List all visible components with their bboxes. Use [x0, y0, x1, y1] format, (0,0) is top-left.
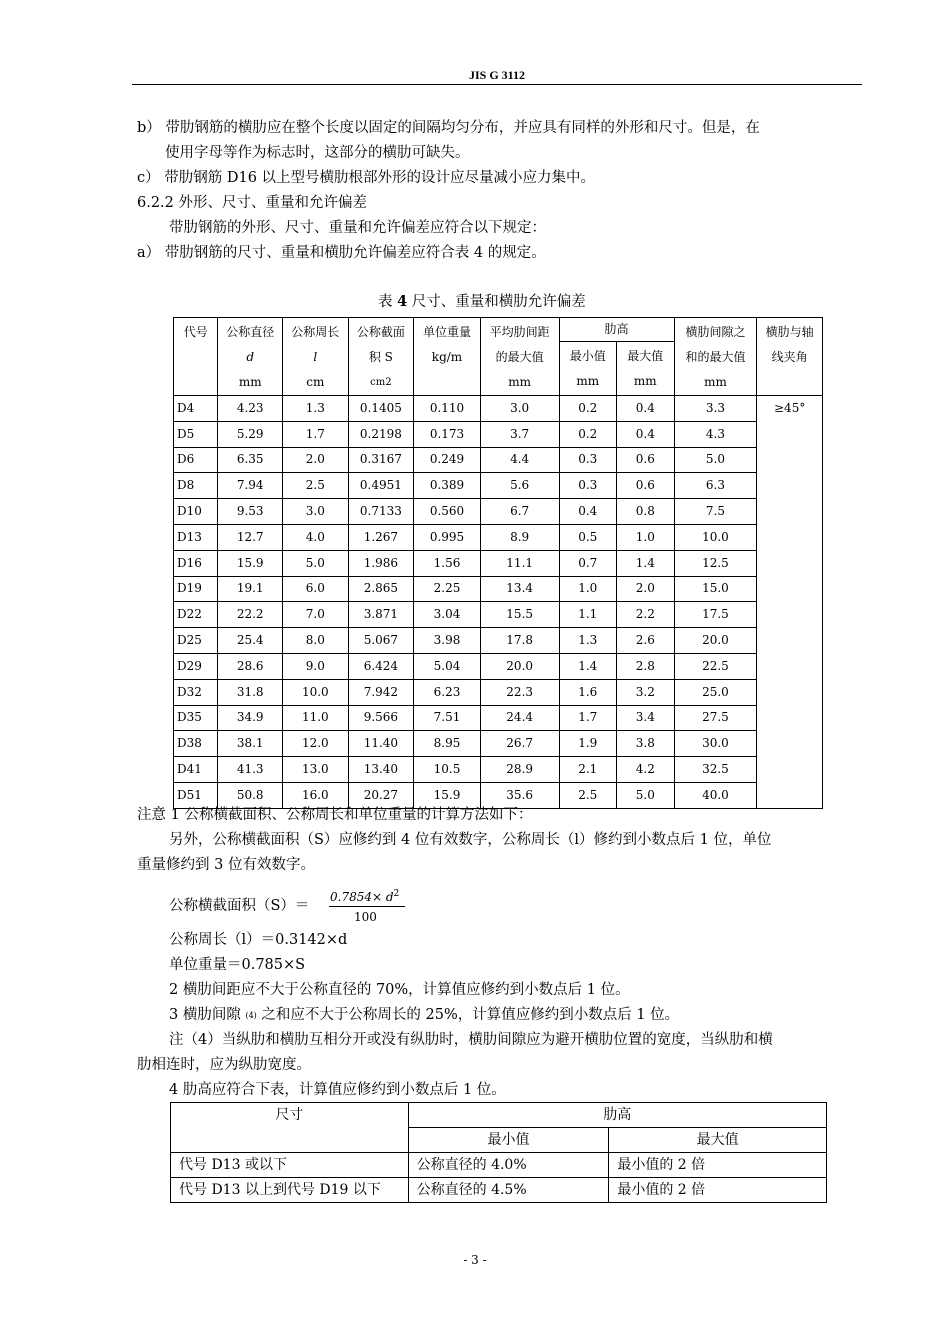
- table4-cell: 0.2: [559, 421, 617, 447]
- table4-row: [174, 396, 823, 422]
- table4-cell: D5: [174, 421, 218, 447]
- table4-cell: 5.04: [414, 653, 481, 679]
- th-rib-height: 肋高: [559, 318, 674, 342]
- table4-row: [174, 705, 823, 731]
- table4-cell: 31.8: [218, 679, 283, 705]
- table4-cell: 0.2198: [348, 421, 414, 447]
- footnote-4-line2: 肋相连时，应为纵肋宽度。: [137, 1057, 311, 1073]
- table4-cell: 3.04: [414, 602, 481, 628]
- table4-cell: 12.0: [283, 731, 349, 757]
- table4-cell: 2.5: [283, 473, 349, 499]
- th-angle: 横肋与轴 线夹角: [757, 318, 823, 396]
- table4-cell: D25: [174, 628, 218, 654]
- formula-area-numerator: $0.7854\times d^2$: [330, 889, 400, 904]
- note-3: 3 横肋间隙 (4) 之和应不大于公称周长的 25%，计算值应修约到小数点后 1 位。: [169, 1007, 680, 1023]
- table4-cell: 22.3: [480, 679, 559, 705]
- table4-cell: 3.98: [414, 628, 481, 654]
- note-2: 2 横肋间距应不大于公称直径的 70%，计算值应修约到小数点后 1 位。: [169, 982, 630, 998]
- table4-cell: 22.2: [218, 602, 283, 628]
- rib-height-cell: 最小值的 2 倍: [609, 1153, 827, 1178]
- table4-cell: 6.0: [283, 576, 349, 602]
- table4-cell: 1.3: [559, 628, 617, 654]
- table4-cell: 41.3: [218, 757, 283, 783]
- table4-cell: 26.7: [480, 731, 559, 757]
- table4-cell: 12.5: [674, 550, 757, 576]
- table4-cell: 0.3: [559, 447, 617, 473]
- table4-cell: 7.94: [218, 473, 283, 499]
- table4-cell: 7.5: [674, 499, 757, 525]
- table4-cell: 1.986: [348, 550, 414, 576]
- table4-cell: 0.4: [617, 421, 675, 447]
- table4-row: [174, 576, 823, 602]
- table4-cell: 1.4: [617, 550, 675, 576]
- table4-cell: 0.3: [559, 473, 617, 499]
- table4-cell: 28.6: [218, 653, 283, 679]
- table4-cell: 9.0: [283, 653, 349, 679]
- table4-cell: 0.1405: [348, 396, 414, 422]
- table4-cell: 2.0: [617, 576, 675, 602]
- th-perimeter: 公称周长 l cm: [283, 318, 349, 396]
- th-weight: 单位重量 kg/m: [414, 318, 481, 396]
- table4-cell: 35.6: [480, 782, 559, 808]
- table4-row: [174, 782, 823, 808]
- table4-caption: 表 4 尺寸、重量和横肋允许偏差: [378, 293, 586, 310]
- table4-cell: 0.110: [414, 396, 481, 422]
- table4-cell: 13.40: [348, 757, 414, 783]
- table4-cell: 2.8: [617, 653, 675, 679]
- table4-row: [174, 679, 823, 705]
- table4-row: [174, 550, 823, 576]
- table4-cell: D41: [174, 757, 218, 783]
- table4-cell: 11.40: [348, 731, 414, 757]
- table4-cell: 30.0: [674, 731, 757, 757]
- table4-angle-value: ≥45°: [757, 396, 823, 809]
- table4-cell: 7.51: [414, 705, 481, 731]
- table4-cell: 20.27: [348, 782, 414, 808]
- table4-cell: 5.0: [674, 447, 757, 473]
- table4-cell: 3.3: [674, 396, 757, 422]
- table4-cell: 2.6: [617, 628, 675, 654]
- table4-cell: 1.56: [414, 550, 481, 576]
- t5-header-min: 最小值: [408, 1128, 609, 1153]
- th-spacing: 平均肋间距 的最大值 mm: [480, 318, 559, 396]
- table4-cell: 2.1: [559, 757, 617, 783]
- table4-cell: 2.0: [283, 447, 349, 473]
- table4-cell: 3.4: [617, 705, 675, 731]
- table4-cell: 6.35: [218, 447, 283, 473]
- table4-cell: 3.871: [348, 602, 414, 628]
- table4-cell: 12.7: [218, 524, 283, 550]
- th-code: 代号: [174, 318, 218, 396]
- formula-fraction-bar: [329, 906, 405, 907]
- th-rib-max: 最大值 mm: [617, 342, 675, 396]
- table4-cell: D29: [174, 653, 218, 679]
- table4-cell: 1.6: [559, 679, 617, 705]
- rib-height-table: [170, 1102, 827, 1203]
- table4-cell: 15.5: [480, 602, 559, 628]
- table4-cell: D13: [174, 524, 218, 550]
- table4-cell: D35: [174, 705, 218, 731]
- table4-cell: 3.7: [480, 421, 559, 447]
- table4-row: [174, 421, 823, 447]
- table4-row: [174, 731, 823, 757]
- table4-cell: D10: [174, 499, 218, 525]
- rib-height-cell: 公称直径的 4.0%: [408, 1153, 609, 1178]
- table4-cell: 5.0: [283, 550, 349, 576]
- table4-cell: 27.5: [674, 705, 757, 731]
- table4-cell: 10.5: [414, 757, 481, 783]
- table4-row: [174, 757, 823, 783]
- table-4: [173, 317, 823, 809]
- note-1-text-line1: 另外，公称横截面积（S）应修约到 4 位有效数字，公称周长（l）修约到小数点后 1 位，单位: [169, 832, 772, 848]
- rib-height-cell: 公称直径的 4.5%: [408, 1178, 609, 1203]
- table4-cell: 38.1: [218, 731, 283, 757]
- table4-cell: 5.29: [218, 421, 283, 447]
- table4-cell: 10.0: [283, 679, 349, 705]
- table4-cell: 0.6: [617, 473, 675, 499]
- table4-cell: D32: [174, 679, 218, 705]
- table4-cell: 0.560: [414, 499, 481, 525]
- table4-cell: 4.4: [480, 447, 559, 473]
- table4-cell: 2.5: [559, 782, 617, 808]
- table4-cell: 0.4951: [348, 473, 414, 499]
- table4-cell: 1.1: [559, 602, 617, 628]
- table4-cell: 13.0: [283, 757, 349, 783]
- table4-cell: 9.53: [218, 499, 283, 525]
- table4-cell: 16.0: [283, 782, 349, 808]
- table4-cell: 8.0: [283, 628, 349, 654]
- table4-cell: 1.7: [283, 421, 349, 447]
- table4-cell: 4.3: [674, 421, 757, 447]
- th-gap: 横肋间隙之 和的最大值 mm: [674, 318, 757, 396]
- table4-row: [174, 473, 823, 499]
- t5-header-size: 尺寸: [171, 1103, 409, 1153]
- table4-cell: 10.0: [674, 524, 757, 550]
- table4-cell: 15.9: [218, 550, 283, 576]
- table4-cell: D4: [174, 396, 218, 422]
- table4-cell: 34.9: [218, 705, 283, 731]
- table4-cell: 4.2: [617, 757, 675, 783]
- table4-cell: 19.1: [218, 576, 283, 602]
- table4-cell: D19: [174, 576, 218, 602]
- table4-cell: 20.0: [480, 653, 559, 679]
- table4-cell: 2.25: [414, 576, 481, 602]
- table4-cell: 0.389: [414, 473, 481, 499]
- table4-cell: 3.0: [480, 396, 559, 422]
- rib-height-row: [171, 1153, 827, 1178]
- table4-cell: 11.1: [480, 550, 559, 576]
- table4-cell: 1.0: [617, 524, 675, 550]
- th-area: 公称截面 积 S cm2: [348, 318, 414, 396]
- table4-cell: 0.995: [414, 524, 481, 550]
- paragraph-c: c） 带肋钢筋 D16 以上型号横肋根部外形的设计应尽量减小应力集中。: [137, 170, 596, 186]
- table4-cell: 17.5: [674, 602, 757, 628]
- table4-cell: 6.3: [674, 473, 757, 499]
- table4-row: [174, 524, 823, 550]
- table4-cell: 0.7133: [348, 499, 414, 525]
- table4-cell: 5.6: [480, 473, 559, 499]
- table4-cell: 25.4: [218, 628, 283, 654]
- rib-height-cell: 代号 D13 或以下: [171, 1153, 409, 1178]
- table4-cell: 0.8: [617, 499, 675, 525]
- table4-cell: D16: [174, 550, 218, 576]
- table4-cell: 15.9: [414, 782, 481, 808]
- table4-cell: 20.0: [674, 628, 757, 654]
- header-rule: [132, 84, 862, 85]
- paragraph-b-line1: b） 带肋钢筋的横肋应在整个长度以固定的间隔均匀分布，并应具有同样的外形和尺寸。但是，在: [137, 120, 760, 136]
- formula-area-denominator: 100: [354, 910, 377, 924]
- table4-cell: 50.8: [218, 782, 283, 808]
- table4-cell: 17.8: [480, 628, 559, 654]
- table4-cell: 4.0: [283, 524, 349, 550]
- table4-cell: 7.0: [283, 602, 349, 628]
- table4-cell: 28.9: [480, 757, 559, 783]
- table4-cell: 4.23: [218, 396, 283, 422]
- table4-row: [174, 628, 823, 654]
- t5-header-rib: 肋高: [408, 1103, 826, 1128]
- table4-cell: 25.0: [674, 679, 757, 705]
- table4-cell: 24.4: [480, 705, 559, 731]
- table4-cell: 1.0: [559, 576, 617, 602]
- table4-cell: D51: [174, 782, 218, 808]
- table4-cell: 6.424: [348, 653, 414, 679]
- table4-cell: 0.4: [559, 499, 617, 525]
- table4-cell: 8.9: [480, 524, 559, 550]
- table4-cell: 0.5: [559, 524, 617, 550]
- table4-cell: 0.3167: [348, 447, 414, 473]
- rib-height-cell: 代号 D13 以上到代号 D19 以下: [171, 1178, 409, 1203]
- table4-cell: 1.4: [559, 653, 617, 679]
- note-4: 4 肋高应符合下表，计算值应修约到小数点后 1 位。: [169, 1082, 506, 1098]
- table4-cell: 0.6: [617, 447, 675, 473]
- table4-cell: 40.0: [674, 782, 757, 808]
- table4-cell: 2.2: [617, 602, 675, 628]
- table4-cell: 0.249: [414, 447, 481, 473]
- table4-cell: 3.8: [617, 731, 675, 757]
- table4-cell: 7.942: [348, 679, 414, 705]
- table4-row: [174, 602, 823, 628]
- table4-cell: 32.5: [674, 757, 757, 783]
- t5-header-max: 最大值: [609, 1128, 827, 1153]
- formula-weight: 单位重量＝0.785×S: [169, 957, 306, 973]
- table4-cell: 1.7: [559, 705, 617, 731]
- table4-cell: D38: [174, 731, 218, 757]
- rib-height-row: [171, 1178, 827, 1203]
- table4-cell: D6: [174, 447, 218, 473]
- table4-cell: 3.2: [617, 679, 675, 705]
- table4-cell: 6.23: [414, 679, 481, 705]
- table4-cell: 1.3: [283, 396, 349, 422]
- table4-cell: 13.4: [480, 576, 559, 602]
- table4-cell: 15.0: [674, 576, 757, 602]
- formula-perimeter: 公称周长（l）＝0.3142×d: [169, 932, 348, 948]
- table4-cell: 3.0: [283, 499, 349, 525]
- table4-cell: 6.7: [480, 499, 559, 525]
- table4-cell: 5.0: [617, 782, 675, 808]
- th-rib-min: 最小值 mm: [559, 342, 617, 396]
- footnote-4-line1: 注（4）当纵肋和横肋互相分开或没有纵肋时，横肋间隙应为避开横肋位置的宽度，当纵肋和横: [169, 1032, 773, 1048]
- note-1: 注意 1 公称横截面积、公称周长和单位重量的计算方法如下：: [137, 807, 533, 823]
- table4-cell: 22.5: [674, 653, 757, 679]
- table4-cell: 5.067: [348, 628, 414, 654]
- table4-cell: 11.0: [283, 705, 349, 731]
- table4-row: [174, 447, 823, 473]
- table4-cell: 2.865: [348, 576, 414, 602]
- table4-row: [174, 653, 823, 679]
- table4-cell: D22: [174, 602, 218, 628]
- note-1-text-line2: 重量修约到 3 位有效数字。: [137, 857, 315, 873]
- paragraph-b-line2: 使用字母等作为标志时，这部分的横肋可缺失。: [165, 145, 470, 161]
- table4-cell: 0.2: [559, 396, 617, 422]
- table4-cell: D8: [174, 473, 218, 499]
- rib-height-cell: 最小值的 2 倍: [609, 1178, 827, 1203]
- table4-cell: 1.9: [559, 731, 617, 757]
- page-number: - 3 -: [463, 1253, 487, 1267]
- page-header: JIS G 3112: [468, 68, 525, 82]
- table4-cell: 0.7: [559, 550, 617, 576]
- section-intro: 带肋钢筋的外形、尺寸、重量和允许偏差应符合以下规定：: [169, 220, 546, 236]
- th-diameter: 公称直径 d mm: [218, 318, 283, 396]
- table4-cell: 0.4: [617, 396, 675, 422]
- table4-row: [174, 499, 823, 525]
- paragraph-a: a） 带肋钢筋的尺寸、重量和横肋允许偏差应符合表 4 的规定。: [137, 245, 546, 261]
- table4-cell: 9.566: [348, 705, 414, 731]
- section-heading-6-2-2: 6.2.2 外形、尺寸、重量和允许偏差: [137, 195, 368, 211]
- table4-cell: 1.267: [348, 524, 414, 550]
- table4-cell: 8.95: [414, 731, 481, 757]
- table4-cell: 0.173: [414, 421, 481, 447]
- formula-area-label: 公称横截面积（S）＝: [169, 898, 310, 914]
